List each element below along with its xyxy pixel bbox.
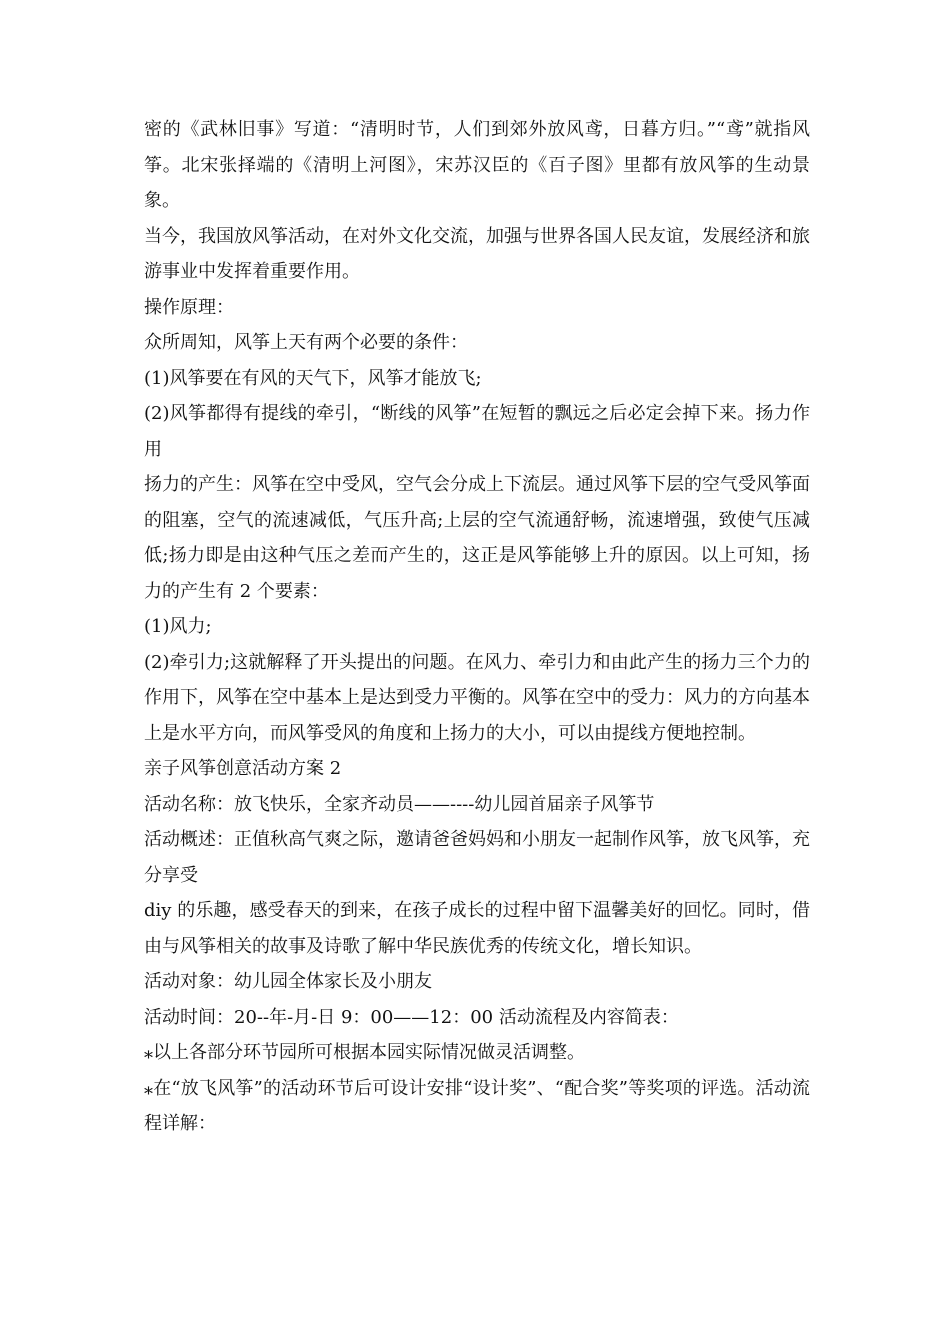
paragraph-activity-time: 活动时间：20--年-月-日 9：00——12：00 活动流程及内容简表： — [144, 1006, 679, 1028]
paragraph-activity-audience: 活动对象：幼儿园全体家长及小朋友 — [144, 971, 432, 992]
list-item-wind: (1)风力; — [144, 616, 212, 637]
paragraph-activity-overview-cont: diy 的乐趣，感受春天的到来，在孩子成长的过程中留下温馨美好的回忆。同时，借由与风筝相关的故事及诗歌了解中华民族优秀的传统文化，增长知识。 — [144, 900, 810, 957]
list-item-condition-2: (2)风筝都得有提线的牵引，“断线的风筝”在短暂的飘远之后必定会掉下来。扬力作用 — [144, 403, 810, 460]
paragraph-history: 密的《武林旧事》写道：“清明时节，人们到郊外放风鸢，日暮方归。”“鸢”就指风筝。北宋张择端的《清明上河图》，宋苏汉臣的《百子图》里都有放风筝的生动景象。 — [144, 119, 810, 211]
note-awards: ⁎在“放飞风筝”的活动环节后可设计安排“设计奖”、“配合奖”等奖项的评选。活动流程详解： — [144, 1077, 810, 1134]
paragraph-activity-overview: 活动概述：正值秋高气爽之际，邀请爸爸妈妈和小朋友一起制作风筝，放飞风筝，充分享受 — [144, 829, 810, 886]
heading-principle: 操作原理： — [144, 296, 234, 318]
note-flexible-adjustment: ⁎以上各部分环节园所可根据本园实际情况做灵活调整。 — [144, 1042, 585, 1063]
document-body — [144, 112, 810, 1142]
heading-plan-2: 亲子风筝创意活动方案 2 — [144, 758, 342, 779]
paragraph-activity-name: 活动名称：放飞快乐，全家齐动员——----幼儿园首届亲子风筝节 — [144, 793, 655, 815]
list-item-traction: (2)牵引力;这就解释了开头提出的问题。在风力、牵引力和由此产生的扬力三个力的作用下，风筝在空中基本上是达到受力平衡的。风筝在空中的受力：风力的方向基本上是水平方向，而风筝受风的角度和上扬力的大小，可以由提线方便地控制。 — [144, 651, 810, 744]
list-item-condition-1: (1)风筝要在有风的天气下，风筝才能放飞; — [144, 367, 482, 389]
paragraph-conditions: 众所周知，风筝上天有两个必要的条件： — [144, 332, 468, 353]
paragraph-modern-role: 当今，我国放风筝活动，在对外文化交流，加强与世界各国人民友谊，发展经济和旅游事业中发挥着重要作用。 — [144, 225, 810, 282]
paragraph-lift: 扬力的产生：风筝在空中受风，空气会分成上下流层。通过风筝下层的空气受风筝面的阻塞，空气的流速减低，气压升高;上层的空气流通舒畅，流速增强，致使气压减低;扬力即是由这种气压之差而产生的，这正是风筝能够上升的原因。以上可知，扬力的产生有 2 个要素： — [144, 474, 810, 602]
